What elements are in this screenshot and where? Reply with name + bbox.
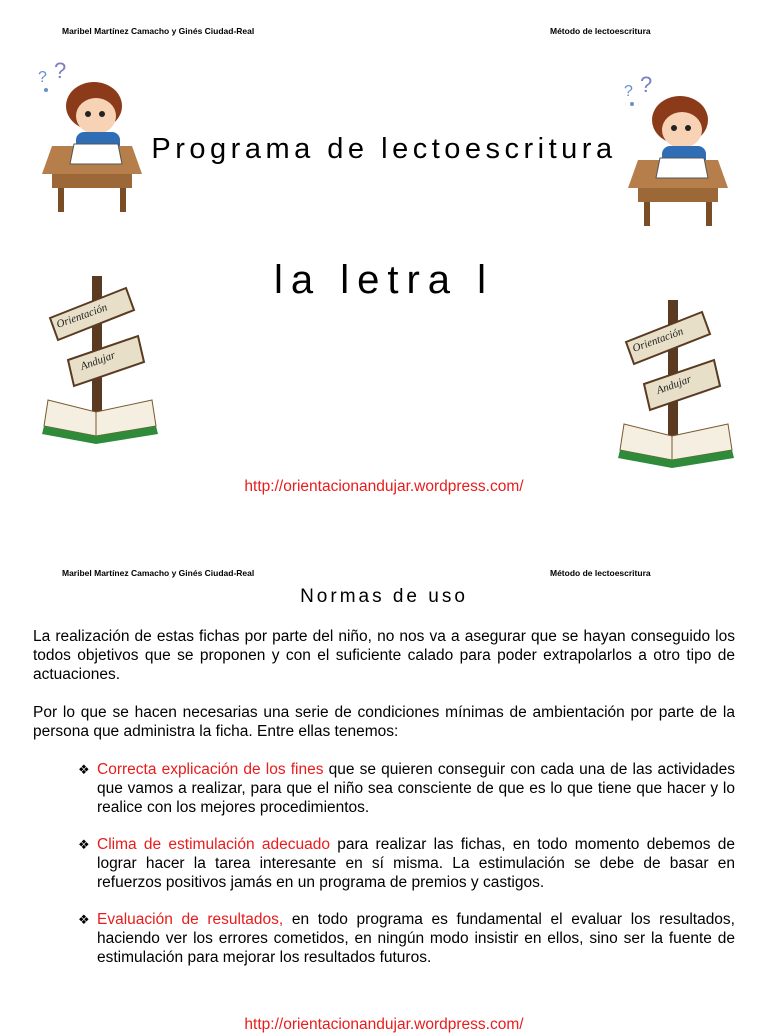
blog-link[interactable]: http://orientacionandujar.wordpress.com/ [244, 478, 524, 495]
diamond-bullet-icon: ❖ [78, 912, 90, 927]
list-item [80, 835, 735, 892]
list-item-highlight: Clima de estimulación adecuado [97, 836, 330, 853]
svg-text:?: ? [38, 69, 47, 86]
header-authors: Maribel Martínez Camacho y Ginés Ciudad-Real [62, 26, 255, 36]
svg-text:?: ? [640, 72, 653, 97]
list-item-text: que se quieren conseguir con cada una de las actividades que vamos a realizar, para que el niño sea consciente de que es lo que tiene que hacer y lo realice con los mejores procedimientos. [97, 761, 735, 816]
svg-text:Orientación: Orientación [630, 325, 685, 355]
blog-link[interactable]: http://orientacionandujar.wordpress.com/ [244, 1016, 524, 1033]
paragraph: Por lo que se hacen necesarias una serie de condiciones mínimas de ambientación por parte de la persona que administra la ficha. Entre ellas tenemos: [33, 704, 735, 740]
svg-text:?: ? [624, 83, 633, 100]
list-item [80, 760, 735, 817]
list-item-highlight: Evaluación de resultados, [97, 911, 284, 928]
header-method: Método de lectoescritura [550, 26, 651, 36]
header-method: Método de lectoescritura [550, 568, 651, 578]
header-authors: Maribel Martínez Camacho y Ginés Ciudad-Real [62, 568, 255, 578]
signpost-book-icon [610, 290, 736, 470]
diamond-bullet-icon: ❖ [78, 837, 90, 852]
diamond-bullet-icon: ❖ [78, 762, 90, 777]
section-title: Normas de uso [300, 586, 468, 607]
svg-text:Orientación: Orientación [54, 301, 109, 331]
svg-text:?: ? [54, 58, 67, 83]
list-item [80, 910, 735, 967]
document-subtitle: la letra l [273, 258, 495, 302]
signpost-book-icon [34, 266, 160, 446]
svg-text:Andujar: Andujar [78, 349, 117, 373]
svg-text:Andujar: Andujar [654, 373, 693, 397]
list-item-highlight: Correcta explicación de los fines [97, 761, 324, 778]
document-title: Programa de lectoescritura [151, 133, 617, 165]
list-item-text: en todo programa es fundamental el evaluar los resultados, haciendo ver los errores cometidos, en ningún modo insistir en ellos, sino ser la fuente de estimulación para mejorar los resultados futuros. [97, 911, 735, 966]
list-item-text: para realizar las fichas, en todo momento debemos de lograr hacer la tarea interesante en sí misma. La estimulación se debe de basar en refuerzos positivos jamás en un programa de premios y castigos. [97, 836, 735, 891]
paragraph: La realización de estas fichas por parte del niño, no nos va a asegurar que se hayan conseguido los todos objetivos que se proponen y con el suficiente calado para poder extrapolarlos a otro tipo de actuaciones. [33, 628, 735, 683]
